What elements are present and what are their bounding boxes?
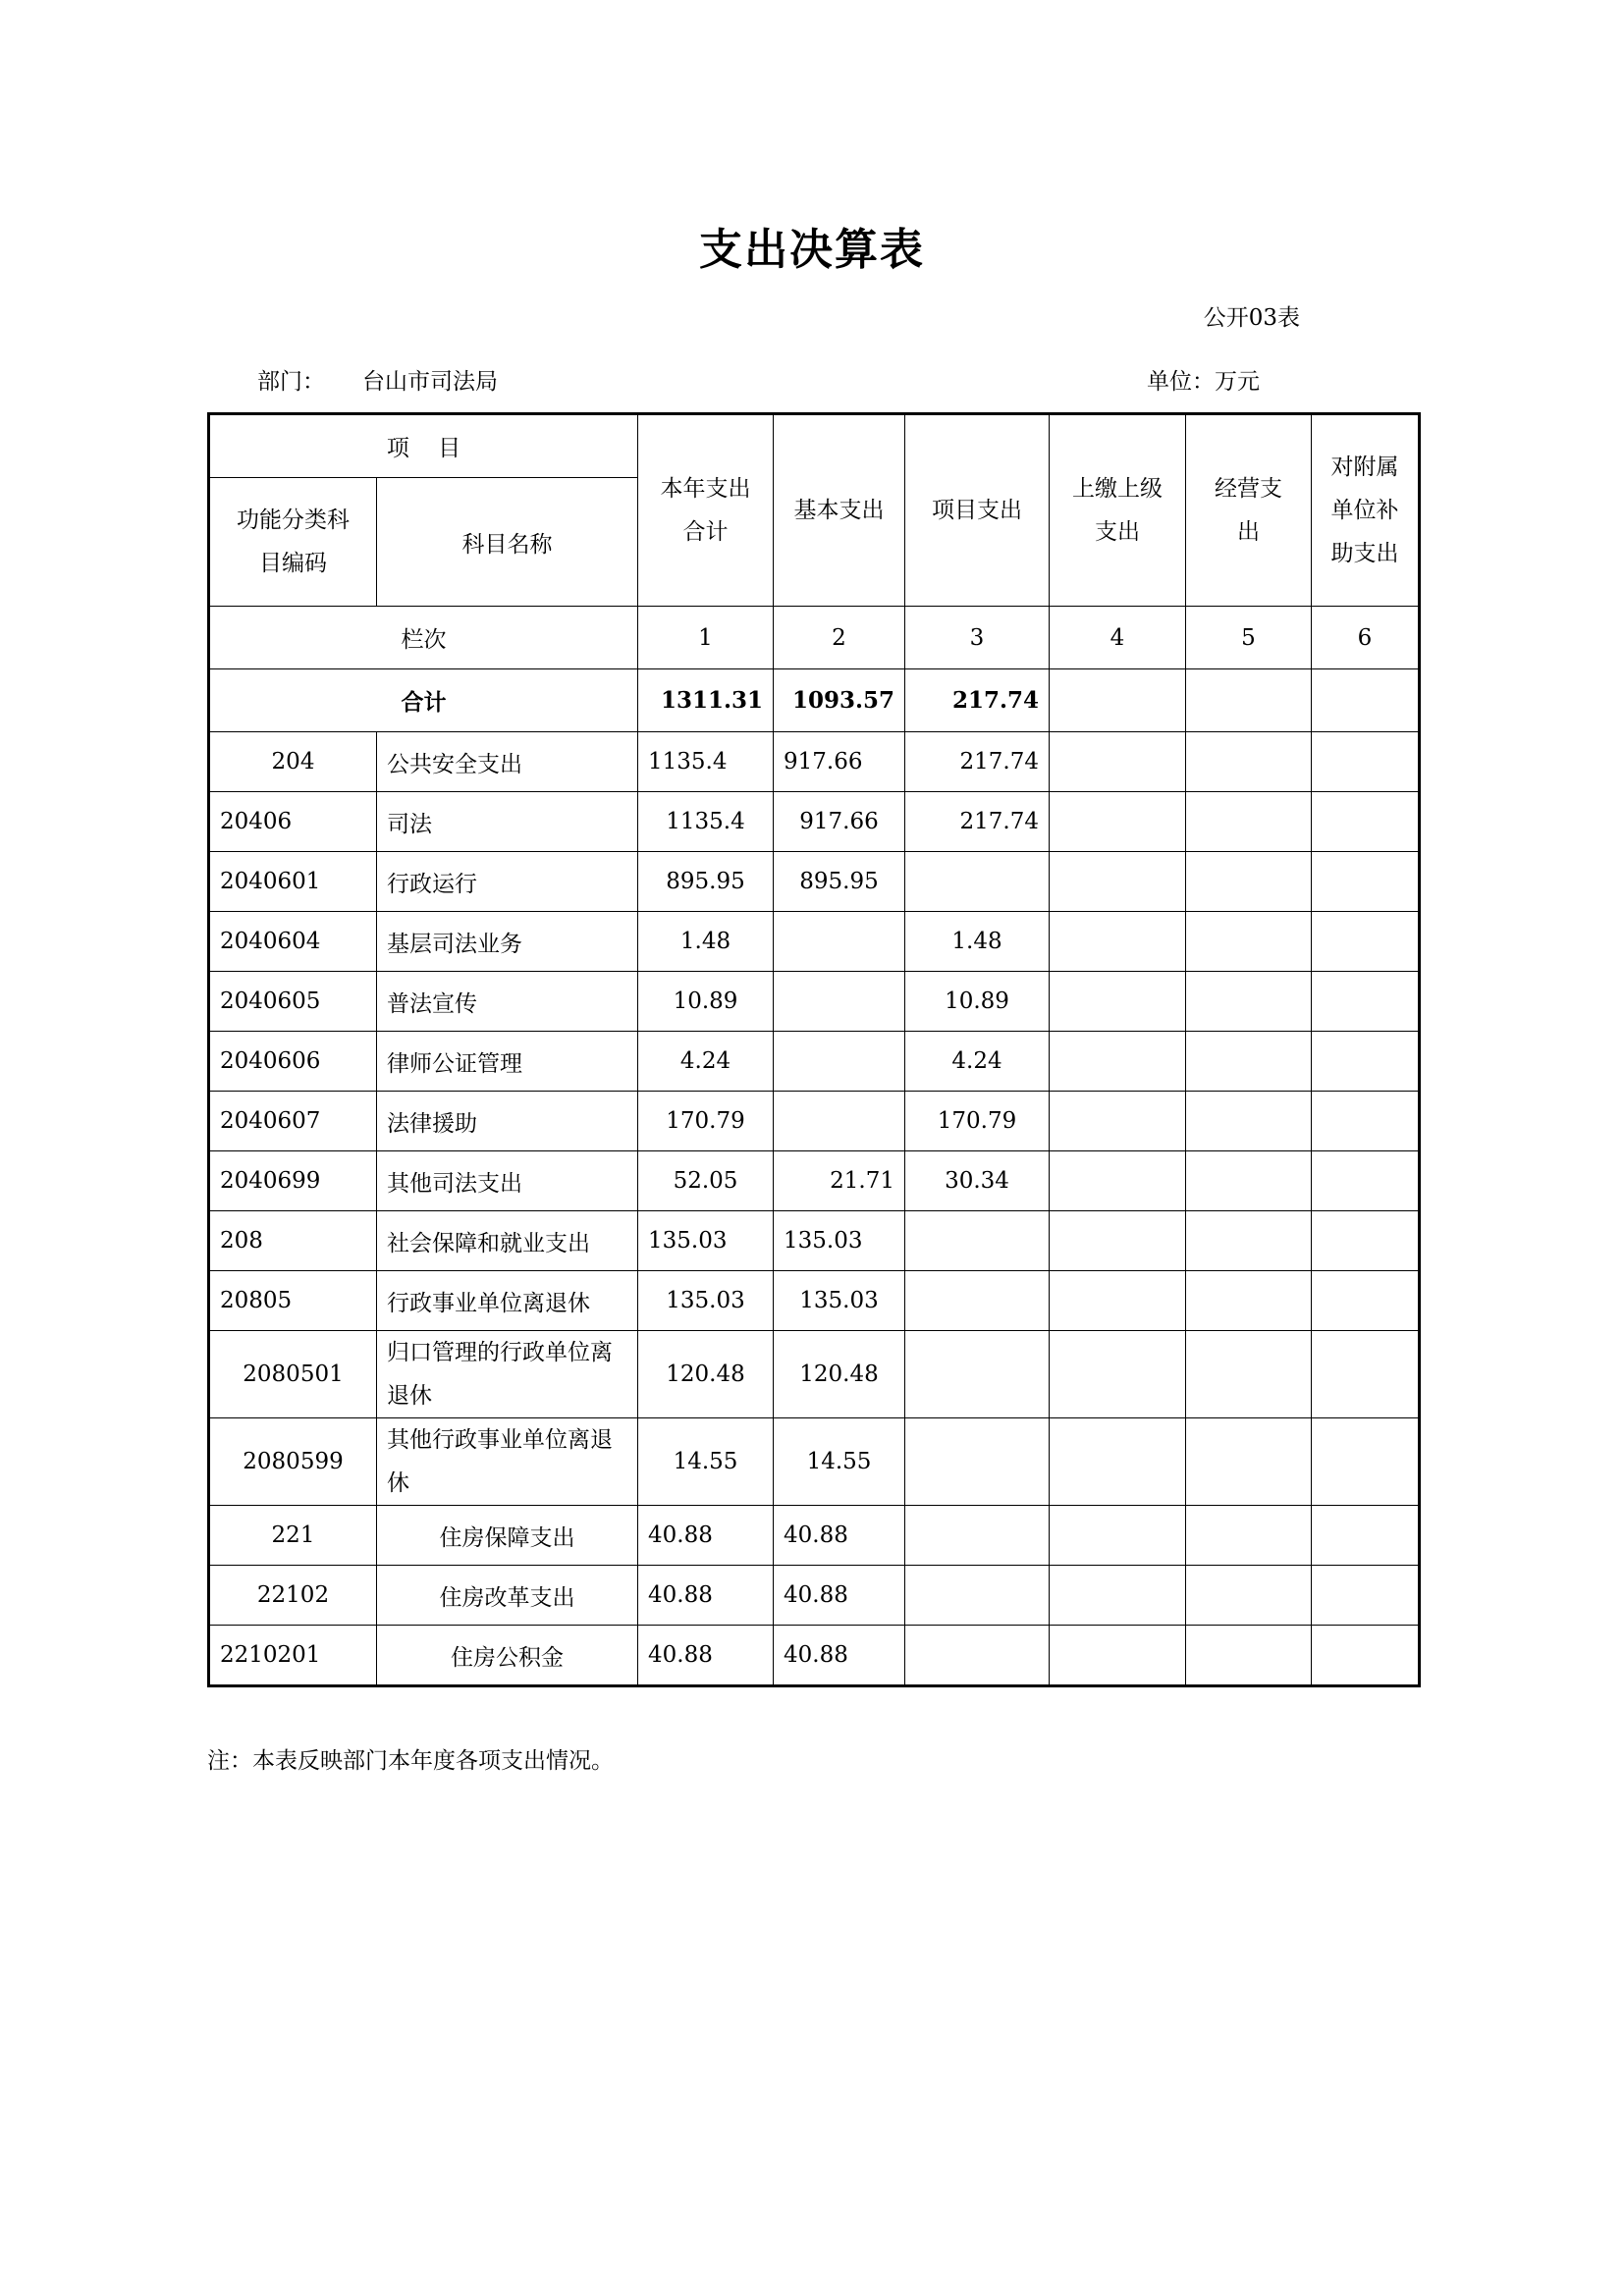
row-basic [774,1092,905,1151]
header-subsidy: 对附属单位补助支出 [1312,414,1420,607]
row-name: 律师公证管理 [377,1032,638,1092]
table-row [209,732,1420,792]
sum-label: 合计 [209,669,638,732]
table-row [209,1032,1420,1092]
col-index-5: 5 [1186,607,1312,669]
table-row [209,1092,1420,1151]
row-code: 2040604 [209,912,377,972]
row-name: 住房保障支出 [377,1506,638,1566]
row-basic: 135.03 [774,1271,905,1331]
row-code: 2080501 [209,1331,377,1418]
row-name: 普法宣传 [377,972,638,1032]
row-basic: 40.88 [774,1566,905,1626]
table-row [209,1566,1420,1626]
row-basic: 120.48 [774,1331,905,1418]
row-code: 221 [209,1506,377,1566]
unit-label: 单位：万元 [1147,369,1260,395]
row-total: 1135.4 [638,732,774,792]
row-project [905,1271,1050,1331]
row-code: 2040699 [209,1151,377,1211]
sum-upper [1050,669,1186,732]
header-total: 本年支出合计 [638,414,774,607]
row-total: 14.55 [638,1418,774,1506]
header-basic: 基本支出 [774,414,905,607]
row-name: 司法 [377,792,638,852]
row-project [905,852,1050,912]
row-total: 120.48 [638,1331,774,1418]
row-total: 40.88 [638,1506,774,1566]
header-project: 项目支出 [905,414,1050,607]
row-name: 其他行政事业单位离退休 [377,1418,638,1506]
row-total: 4.24 [638,1032,774,1092]
row-project: 170.79 [905,1092,1050,1151]
row-name: 社会保障和就业支出 [377,1211,638,1271]
department-label: 部门： [257,369,325,395]
row-total: 40.88 [638,1626,774,1686]
sum-total: 1311.31 [638,669,774,732]
header-business: 经营支出 [1186,414,1312,607]
sum-subsidy [1312,669,1420,732]
row-total: 52.05 [638,1151,774,1211]
form-number: 公开03表 [1203,305,1300,331]
row-code: 204 [209,732,377,792]
row-basic: 917.66 [774,792,905,852]
row-basic [774,1032,905,1092]
row-code: 2210201 [209,1626,377,1686]
row-code: 20805 [209,1271,377,1331]
sum-business [1186,669,1312,732]
row-total: 1135.4 [638,792,774,852]
row-basic: 40.88 [774,1626,905,1686]
row-project [905,1626,1050,1686]
row-code: 2040601 [209,852,377,912]
row-project [905,1566,1050,1626]
row-code: 20406 [209,792,377,852]
row-total: 10.89 [638,972,774,1032]
row-basic: 40.88 [774,1506,905,1566]
table-row [209,1506,1420,1566]
row-name: 行政运行 [377,852,638,912]
table-row [209,1418,1420,1506]
row-name: 基层司法业务 [377,912,638,972]
sum-basic: 1093.57 [774,669,905,732]
row-name: 公共安全支出 [377,732,638,792]
department-value: 台山市司法局 [362,369,498,395]
row-basic: 895.95 [774,852,905,912]
row-basic: 135.03 [774,1211,905,1271]
row-total: 40.88 [638,1566,774,1626]
table-row [209,972,1420,1032]
row-code: 2080599 [209,1418,377,1506]
table-row [209,1271,1420,1331]
row-project [905,1211,1050,1271]
row-total: 135.03 [638,1271,774,1331]
table-row [209,792,1420,852]
row-project: 1.48 [905,912,1050,972]
row-name: 住房公积金 [377,1626,638,1686]
header-upper: 上缴上级支出 [1050,414,1186,607]
row-name: 行政事业单位离退休 [377,1271,638,1331]
row-basic: 917.66 [774,732,905,792]
row-project: 217.74 [905,792,1050,852]
col-index-2: 2 [774,607,905,669]
row-code: 208 [209,1211,377,1271]
row-project: 4.24 [905,1032,1050,1092]
row-basic: 21.71 [774,1151,905,1211]
table-row [209,1626,1420,1686]
row-project [905,1418,1050,1506]
table-row [209,1211,1420,1271]
header-name: 科目名称 [377,478,638,607]
row-name: 法律援助 [377,1092,638,1151]
footnote: 注：本表反映部门本年度各项支出情况。 [207,1748,614,1774]
row-code: 2040607 [209,1092,377,1151]
page-title: 支出决算表 [699,225,925,275]
row-total: 170.79 [638,1092,774,1151]
table-row [209,912,1420,972]
row-project [905,1331,1050,1418]
department-line [257,363,498,396]
row-basic [774,972,905,1032]
row-basic: 14.55 [774,1418,905,1506]
row-code: 2040605 [209,972,377,1032]
col-index-label: 栏次 [209,607,638,669]
expenditure-table [207,412,1421,1687]
row-project: 30.34 [905,1151,1050,1211]
table-row [209,1331,1420,1418]
row-total: 1.48 [638,912,774,972]
row-name: 住房改革支出 [377,1566,638,1626]
table-row [209,852,1420,912]
row-total: 895.95 [638,852,774,912]
row-name: 归口管理的行政单位离退休 [377,1331,638,1418]
header-item: 项 目 [209,414,638,478]
header-code: 功能分类科目编码 [209,478,377,607]
row-total: 135.03 [638,1211,774,1271]
row-project [905,1506,1050,1566]
col-index-6: 6 [1312,607,1420,669]
col-index-4: 4 [1050,607,1186,669]
table-row [209,1151,1420,1211]
row-basic [774,912,905,972]
col-index-3: 3 [905,607,1050,669]
row-project: 217.74 [905,732,1050,792]
sum-project: 217.74 [905,669,1050,732]
row-project: 10.89 [905,972,1050,1032]
row-code: 22102 [209,1566,377,1626]
col-index-1: 1 [638,607,774,669]
row-name: 其他司法支出 [377,1151,638,1211]
row-code: 2040606 [209,1032,377,1092]
